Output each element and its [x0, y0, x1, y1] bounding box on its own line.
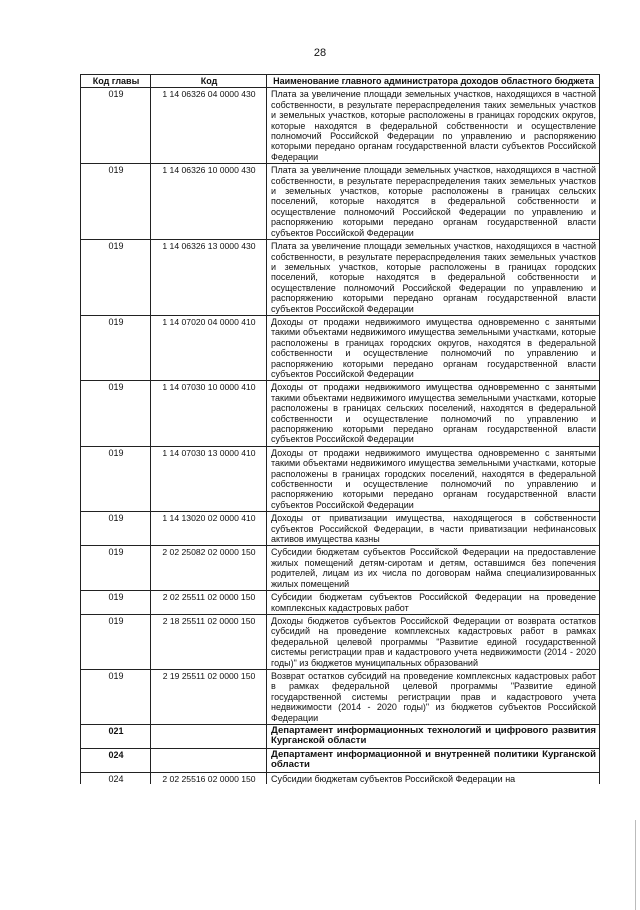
chapter-cell: 019	[81, 669, 151, 724]
name-cell: Плата за увеличение площади земельных участков, находящихся в частной собственности, в результате перераспределения таких земельных участков и земельных участков, которые расположены в границах городских поселений, которые находятся в федеральной собственности и осуществление полномочий Российской Федерации по управлению и распоряжению которыми передано органам государственной власти субъектов Российской Федерации	[267, 240, 600, 316]
chapter-cell: 019	[81, 240, 151, 316]
code-cell	[151, 724, 267, 748]
code-cell	[151, 748, 267, 772]
table-row	[81, 546, 600, 591]
revenue-administrators-table	[80, 74, 600, 784]
chapter-cell: 019	[81, 446, 151, 511]
table-row	[81, 591, 600, 615]
chapter-cell: 024	[81, 772, 151, 784]
chapter-cell: 019	[81, 315, 151, 380]
department-name-cell: Департамент информационной и внутренней политики Курганской области	[267, 748, 600, 772]
code-cell: 1 14 07020 04 0000 410	[151, 315, 267, 380]
chapter-cell: 021	[81, 724, 151, 748]
table-row	[81, 381, 600, 446]
code-cell: 2 18 25511 02 0000 150	[151, 614, 267, 669]
table-header-row	[81, 75, 600, 88]
page-number: 28	[313, 47, 327, 59]
code-cell: 1 14 06326 04 0000 430	[151, 88, 267, 164]
code-cell: 1 14 13020 02 0000 410	[151, 512, 267, 546]
name-cell: Доходы от продажи недвижимого имущества одновременно с занятыми такими объектами недвижимого имущества земельными участками, которые расположены в границах городских поселений, находятся в федеральной собственности и осуществление полномочий по управлению и распоряжению которыми передано органам государственной власти субъектов Российской Федерации	[267, 446, 600, 511]
table-row	[81, 164, 600, 240]
department-row	[81, 748, 600, 772]
table-row	[81, 772, 600, 784]
code-cell: 2 02 25082 02 0000 150	[151, 546, 267, 591]
header-administrator-name: Наименование главного администратора доходов областного бюджета	[267, 75, 600, 88]
name-cell: Субсидии бюджетам субъектов Российской Федерации на	[267, 772, 600, 784]
chapter-cell: 019	[81, 512, 151, 546]
table-row	[81, 669, 600, 724]
name-cell: Плата за увеличение площади земельных участков, находящихся в частной собственности, в результате перераспределения таких земельных участков и земельных участков, которые расположены в границах городских округов, которые находятся в федеральной собственности и осуществление полномочий Российской Федерации по управлению и распоряжению которыми передано органам государственной власти субъектов Российской Федерации	[267, 88, 600, 164]
header-code: Код	[151, 75, 267, 88]
department-name-cell: Департамент информационных технологий и цифрового развития Курганской области	[267, 724, 600, 748]
table-row	[81, 315, 600, 380]
name-cell: Доходы от продажи недвижимого имущества одновременно с занятыми такими объектами недвижимого имущества земельными участками, которые расположены в границах сельских поселений, находятся в федеральной собственности и осуществление полномочий по управлению и распоряжению которыми передано органам государственной власти субъектов Российской Федерации	[267, 381, 600, 446]
chapter-cell: 019	[81, 614, 151, 669]
department-row	[81, 724, 600, 748]
name-cell: Субсидии бюджетам субъектов Российской Федерации на предоставление жилых помещений детям-сиротам и детям, оставшимся без попечения родителей, лицам из их числа по договорам найма специализированных жилых помещений	[267, 546, 600, 591]
table-row	[81, 88, 600, 164]
code-cell: 1 14 06326 13 0000 430	[151, 240, 267, 316]
code-cell: 2 02 25511 02 0000 150	[151, 591, 267, 615]
chapter-cell: 019	[81, 591, 151, 615]
code-cell: 1 14 07030 10 0000 410	[151, 381, 267, 446]
name-cell: Плата за увеличение площади земельных участков, находящихся в частной собственности, в результате перераспределения таких земельных участков и земельных участков, которые расположены в границах сельских поселений, которые находятся в федеральной собственности и осуществление полномочий Российской Федерации по управлению и распоряжению которыми передано органам государственной власти субъектов Российской Федерации	[267, 164, 600, 240]
chapter-cell: 019	[81, 164, 151, 240]
chapter-cell: 019	[81, 88, 151, 164]
chapter-cell: 019	[81, 546, 151, 591]
chapter-cell: 019	[81, 381, 151, 446]
header-chapter-code: Код главы	[81, 75, 151, 88]
table-row	[81, 240, 600, 316]
name-cell: Субсидии бюджетам субъектов Российской Федерации на проведение комплексных кадастровых работ	[267, 591, 600, 615]
name-cell: Возврат остатков субсидий на проведение комплексных кадастровых работ в рамках федеральной целевой программы "Развитие единой государственной системы регистрации прав и кадастрового учета недвижимости (2014 - 2020 годы)" из бюджетов субъектов Российской Федерации	[267, 669, 600, 724]
table-row	[81, 512, 600, 546]
name-cell: Доходы от приватизации имущества, находящегося в собственности субъектов Российской Федерации, в части приватизации нефинансовых активов имущества казны	[267, 512, 600, 546]
name-cell: Доходы бюджетов субъектов Российской Федерации от возврата остатков субсидий на проведение комплексных кадастровых работ в рамках федеральной целевой программы "Развитие единой государственной системы регистрации прав и кадастрового учета недвижимости (2014 - 2020 годы)" из бюджетов муниципальных образований	[267, 614, 600, 669]
code-cell: 2 02 25516 02 0000 150	[151, 772, 267, 784]
table-row	[81, 446, 600, 511]
code-cell: 1 14 06326 10 0000 430	[151, 164, 267, 240]
code-cell: 1 14 07030 13 0000 410	[151, 446, 267, 511]
code-cell: 2 19 25511 02 0000 150	[151, 669, 267, 724]
scan-edge-line	[635, 820, 636, 910]
table-row	[81, 614, 600, 669]
name-cell: Доходы от продажи недвижимого имущества одновременно с занятыми такими объектами недвижимого имущества земельными участками, которые расположены в границах городских округов, находятся в федеральной собственности и осуществление полномочий по управлению и распоряжению которыми передано органам государственной власти субъектов Российской Федерации	[267, 315, 600, 380]
chapter-cell: 024	[81, 748, 151, 772]
